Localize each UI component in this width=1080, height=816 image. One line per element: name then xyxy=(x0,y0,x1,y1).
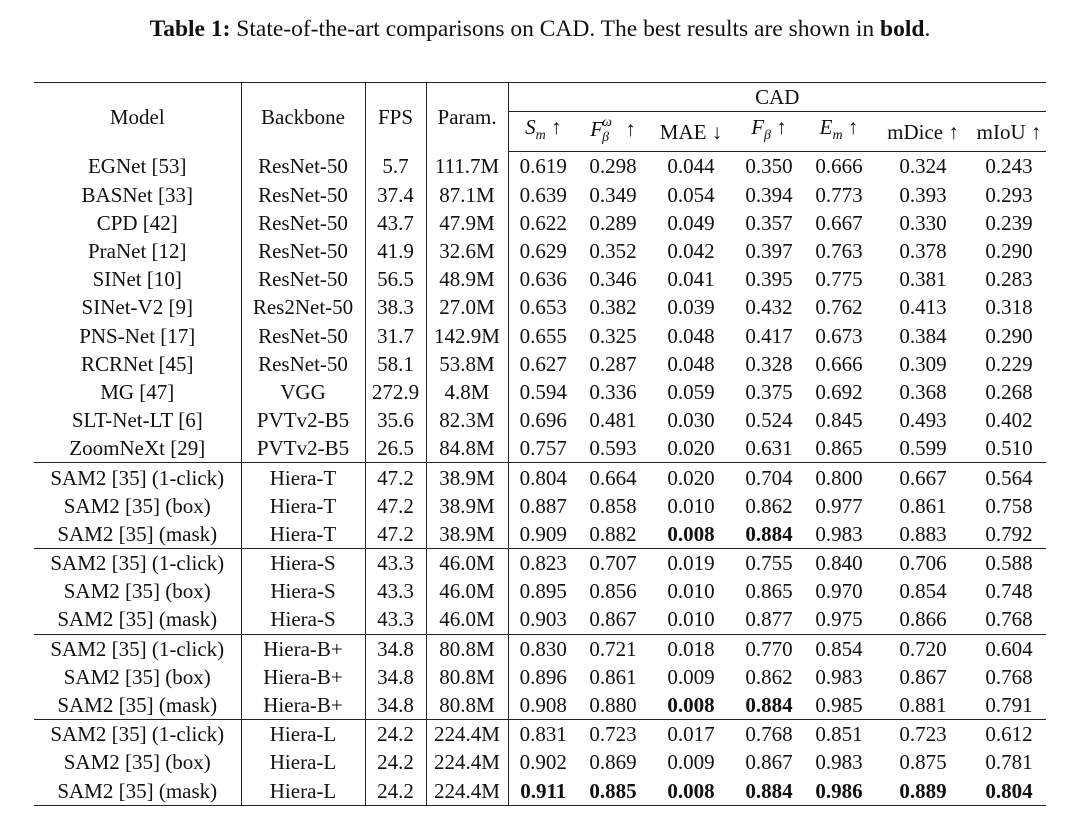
cell-fps: 24.2 xyxy=(365,777,426,806)
cell-metric: 0.290 xyxy=(985,239,1033,264)
table-caption xyxy=(0,16,1080,43)
cell-backbone: Hiera-L xyxy=(241,748,365,776)
cell-metric: 0.983 xyxy=(815,664,863,689)
cell-params: 111.7M xyxy=(426,152,508,181)
cell-backbone: VGG xyxy=(241,378,365,406)
cell-metric: 0.869 xyxy=(589,750,637,775)
table-row xyxy=(34,691,1046,720)
cell-metric: 0.008 xyxy=(667,693,715,718)
cell-backbone: Hiera-S xyxy=(241,549,365,578)
cell-metric: 0.044 xyxy=(667,154,715,179)
cell-params: 27.0M xyxy=(426,293,508,321)
cell-metric: 0.723 xyxy=(874,720,972,749)
cell-fps: 24.2 xyxy=(365,748,426,776)
cell-metric: 0.851 xyxy=(804,720,874,749)
cell-fps: 43.3 xyxy=(365,549,426,578)
table-row xyxy=(34,181,1046,209)
cell-metric: 0.867 xyxy=(745,750,793,775)
cell-fps: 47.2 xyxy=(365,492,426,520)
cell-metric: 0.983 xyxy=(815,750,863,775)
cell-metric: 0.009 xyxy=(667,750,715,775)
header-metric-mae: MAE ↓ xyxy=(648,112,734,152)
cell-metric: 0.862 xyxy=(745,493,793,518)
cell-model: SAM2 [35] (1-click) xyxy=(34,634,241,663)
cell-params: 48.9M xyxy=(426,265,508,293)
cell-metric: 0.350 xyxy=(745,154,793,179)
cell-metric: 0.324 xyxy=(899,154,947,179)
table-row xyxy=(34,605,1046,634)
cell-metric: 0.636 xyxy=(519,267,567,292)
cell-metric: 0.008 xyxy=(648,777,734,806)
table-row xyxy=(34,209,1046,237)
cell-metric: 0.977 xyxy=(815,493,863,518)
cell-params: 80.8M xyxy=(426,634,508,663)
cell-metric: 0.048 xyxy=(667,351,715,376)
cell-fps: 34.8 xyxy=(365,663,426,691)
cell-metric: 0.800 xyxy=(804,463,874,492)
header-backbone: Backbone xyxy=(241,83,365,152)
cell-backbone: Hiera-S xyxy=(241,605,365,634)
cell-metric: 0.330 xyxy=(899,210,947,235)
cell-fps: 35.6 xyxy=(365,406,426,434)
cell-metric: 0.877 xyxy=(745,607,793,632)
cell-metric: 0.768 xyxy=(734,720,804,749)
cell-metric: 0.393 xyxy=(899,182,947,207)
cell-params: 38.9M xyxy=(426,463,508,492)
cell-metric: 0.696 xyxy=(519,408,567,433)
cell-params: 38.9M xyxy=(426,492,508,520)
cell-model: BASNet [33] xyxy=(34,181,241,209)
cell-metric: 0.349 xyxy=(589,182,637,207)
cell-metric: 0.865 xyxy=(815,436,863,461)
cell-metric: 0.880 xyxy=(589,693,637,718)
caption-bold-word: bold xyxy=(880,16,925,42)
cell-params: 47.9M xyxy=(426,209,508,237)
cell-metric: 0.395 xyxy=(745,267,793,292)
cell-metric: 0.368 xyxy=(899,379,947,404)
cell-backbone: ResNet-50 xyxy=(241,322,365,350)
cell-model: SINet [10] xyxy=(34,265,241,293)
cell-metric: 0.755 xyxy=(734,549,804,578)
header-metric-fb: $F_\beta$ ↑ xyxy=(734,112,804,152)
cell-metric: 0.845 xyxy=(815,408,863,433)
cell-metric: 0.885 xyxy=(578,777,648,806)
cell-fps: 41.9 xyxy=(365,237,426,265)
cell-metric: 0.293 xyxy=(985,182,1033,207)
cell-backbone: Hiera-L xyxy=(241,720,365,749)
table-row xyxy=(34,663,1046,691)
cell-params: 224.4M xyxy=(426,777,508,806)
table-row xyxy=(34,293,1046,321)
table-row xyxy=(34,152,1046,181)
cell-metric: 0.629 xyxy=(519,239,567,264)
cell-metric: 0.673 xyxy=(815,323,863,348)
cell-metric: 0.723 xyxy=(578,720,648,749)
cell-metric: 0.318 xyxy=(985,295,1033,320)
cell-model: SAM2 [35] (1-click) xyxy=(34,549,241,578)
table-row xyxy=(34,265,1046,293)
cell-metric: 0.720 xyxy=(874,634,972,663)
cell-metric: 0.781 xyxy=(985,750,1033,775)
cell-metric: 0.911 xyxy=(508,777,578,806)
cell-metric: 0.631 xyxy=(745,436,793,461)
cell-metric: 0.762 xyxy=(815,295,863,320)
cell-metric: 0.009 xyxy=(667,664,715,689)
cell-model: SAM2 [35] (box) xyxy=(34,492,241,520)
cell-metric: 0.229 xyxy=(985,351,1033,376)
cell-model: RCRNet [45] xyxy=(34,350,241,378)
cell-backbone: PVTv2-B5 xyxy=(241,406,365,434)
cell-metric: 0.861 xyxy=(589,664,637,689)
table-row xyxy=(34,748,1046,776)
cell-metric: 0.704 xyxy=(734,463,804,492)
cell-metric: 0.884 xyxy=(734,777,804,806)
cell-metric: 0.748 xyxy=(985,579,1033,604)
cell-model: SAM2 [35] (mask) xyxy=(34,691,241,720)
table-row xyxy=(34,378,1046,406)
cell-fps: 34.8 xyxy=(365,691,426,720)
cell-metric: 0.593 xyxy=(589,436,637,461)
table-row xyxy=(34,463,1046,492)
cell-backbone: ResNet-50 xyxy=(241,237,365,265)
cell-metric: 0.896 xyxy=(519,664,567,689)
cell-metric: 0.867 xyxy=(589,607,637,632)
cell-metric: 0.985 xyxy=(815,693,863,718)
cell-params: 84.8M xyxy=(426,434,508,463)
cell-metric: 0.378 xyxy=(899,239,947,264)
cell-params: 32.6M xyxy=(426,237,508,265)
results-table xyxy=(34,82,1046,806)
table-row xyxy=(34,492,1046,520)
cell-metric: 0.666 xyxy=(815,154,863,179)
cell-metric: 0.867 xyxy=(899,664,947,689)
cell-metric: 0.854 xyxy=(899,579,947,604)
cell-params: 80.8M xyxy=(426,691,508,720)
cell-params: 142.9M xyxy=(426,322,508,350)
cell-backbone: Hiera-S xyxy=(241,577,365,605)
cell-model: SAM2 [35] (box) xyxy=(34,577,241,605)
cell-metric: 0.884 xyxy=(745,693,793,718)
cell-metric: 0.298 xyxy=(589,154,637,179)
cell-metric: 0.664 xyxy=(578,463,648,492)
cell-metric: 0.382 xyxy=(589,295,637,320)
cell-metric: 0.666 xyxy=(815,351,863,376)
header-metric-sm: $S_m$ ↑ xyxy=(508,112,578,152)
cell-metric: 0.357 xyxy=(745,210,793,235)
cell-params: 82.3M xyxy=(426,406,508,434)
cell-model: SINet-V2 [9] xyxy=(34,293,241,321)
cell-metric: 0.289 xyxy=(589,210,637,235)
cell-metric: 0.622 xyxy=(519,210,567,235)
cell-metric: 0.986 xyxy=(804,777,874,806)
cell-model: SAM2 [35] (box) xyxy=(34,748,241,776)
cell-metric: 0.283 xyxy=(985,267,1033,292)
cell-metric: 0.883 xyxy=(899,521,947,546)
cell-metric: 0.866 xyxy=(899,607,947,632)
cell-metric: 0.653 xyxy=(519,295,567,320)
cell-backbone: Hiera-B+ xyxy=(241,634,365,663)
cell-metric: 0.768 xyxy=(985,607,1033,632)
cell-fps: 34.8 xyxy=(365,634,426,663)
cell-metric: 0.413 xyxy=(899,295,947,320)
cell-model: CPD [42] xyxy=(34,209,241,237)
cell-params: 38.9M xyxy=(426,520,508,549)
header-params: Param. xyxy=(426,83,508,152)
cell-backbone: Hiera-L xyxy=(241,777,365,806)
cell-model: SAM2 [35] (1-click) xyxy=(34,463,241,492)
cell-metric: 0.770 xyxy=(734,634,804,663)
cell-metric: 0.417 xyxy=(745,323,793,348)
cell-model: PNS-Net [17] xyxy=(34,322,241,350)
cell-metric: 0.758 xyxy=(985,493,1033,518)
cell-metric: 0.804 xyxy=(508,463,578,492)
cell-metric: 0.909 xyxy=(519,521,567,546)
table-row xyxy=(34,350,1046,378)
table-row xyxy=(34,322,1046,350)
cell-metric: 0.328 xyxy=(745,351,793,376)
cell-metric: 0.017 xyxy=(648,720,734,749)
cell-metric: 0.707 xyxy=(578,549,648,578)
cell-metric: 0.239 xyxy=(985,210,1033,235)
cell-fps: 56.5 xyxy=(365,265,426,293)
cell-fps: 272.9 xyxy=(365,378,426,406)
cell-metric: 0.667 xyxy=(874,463,972,492)
cell-params: 80.8M xyxy=(426,663,508,691)
cell-fps: 24.2 xyxy=(365,720,426,749)
cell-metric: 0.394 xyxy=(745,182,793,207)
cell-params: 46.0M xyxy=(426,549,508,578)
cell-metric: 0.594 xyxy=(519,379,567,404)
cell-metric: 0.049 xyxy=(667,210,715,235)
cell-metric: 0.721 xyxy=(578,634,648,663)
cell-metric: 0.775 xyxy=(815,267,863,292)
cell-metric: 0.983 xyxy=(815,521,863,546)
cell-metric: 0.268 xyxy=(985,379,1033,404)
cell-metric: 0.831 xyxy=(508,720,578,749)
cell-metric: 0.352 xyxy=(589,239,637,264)
cell-fps: 37.4 xyxy=(365,181,426,209)
table-row xyxy=(34,720,1046,749)
cell-fps: 5.7 xyxy=(365,152,426,181)
cell-metric: 0.054 xyxy=(667,182,715,207)
cell-metric: 0.804 xyxy=(972,777,1046,806)
cell-metric: 0.010 xyxy=(667,579,715,604)
cell-metric: 0.692 xyxy=(815,379,863,404)
header-metric-miou: mIoU ↑ xyxy=(972,112,1046,152)
cell-metric: 0.655 xyxy=(519,323,567,348)
cell-metric: 0.908 xyxy=(519,693,567,718)
cell-metric: 0.346 xyxy=(589,267,637,292)
cell-metric: 0.823 xyxy=(508,549,578,578)
cell-backbone: ResNet-50 xyxy=(241,265,365,293)
header-metric-em: $E_m$ ↑ xyxy=(804,112,874,152)
cell-backbone: ResNet-50 xyxy=(241,152,365,181)
cell-params: 4.8M xyxy=(426,378,508,406)
cell-metric: 0.862 xyxy=(745,664,793,689)
header-metric-fbw: $F_\beta^\omega$ ↑ xyxy=(578,112,648,152)
cell-fps: 38.3 xyxy=(365,293,426,321)
cell-metric: 0.884 xyxy=(745,521,793,546)
cell-metric: 0.791 xyxy=(985,693,1033,718)
cell-params: 53.8M xyxy=(426,350,508,378)
cell-params: 224.4M xyxy=(426,748,508,776)
cell-fps: 47.2 xyxy=(365,520,426,549)
cell-backbone: Hiera-T xyxy=(241,463,365,492)
cell-backbone: Res2Net-50 xyxy=(241,293,365,321)
cell-metric: 0.510 xyxy=(985,436,1033,461)
cell-metric: 0.564 xyxy=(972,463,1046,492)
cell-metric: 0.875 xyxy=(899,750,947,775)
cell-fps: 58.1 xyxy=(365,350,426,378)
cell-metric: 0.048 xyxy=(667,323,715,348)
cell-metric: 0.019 xyxy=(648,549,734,578)
cell-model: SAM2 [35] (box) xyxy=(34,663,241,691)
cell-metric: 0.030 xyxy=(667,408,715,433)
cell-metric: 0.325 xyxy=(589,323,637,348)
cell-metric: 0.882 xyxy=(589,521,637,546)
cell-backbone: ResNet-50 xyxy=(241,350,365,378)
cell-metric: 0.970 xyxy=(815,579,863,604)
cell-model: ZoomNeXt [29] xyxy=(34,434,241,463)
cell-metric: 0.604 xyxy=(972,634,1046,663)
cell-metric: 0.432 xyxy=(745,295,793,320)
cell-metric: 0.290 xyxy=(985,323,1033,348)
cell-metric: 0.895 xyxy=(519,579,567,604)
cell-metric: 0.397 xyxy=(745,239,793,264)
cell-metric: 0.008 xyxy=(667,521,715,546)
cell-metric: 0.619 xyxy=(519,154,567,179)
cell-metric: 0.627 xyxy=(519,351,567,376)
cell-model: SAM2 [35] (mask) xyxy=(34,777,241,806)
cell-metric: 0.384 xyxy=(899,323,947,348)
cell-metric: 0.757 xyxy=(519,436,567,461)
table-row xyxy=(34,634,1046,663)
cell-metric: 0.667 xyxy=(815,210,863,235)
cell-backbone: Hiera-B+ xyxy=(241,691,365,720)
cell-metric: 0.336 xyxy=(589,379,637,404)
cell-metric: 0.243 xyxy=(985,154,1033,179)
cell-backbone: Hiera-B+ xyxy=(241,663,365,691)
cell-backbone: Hiera-T xyxy=(241,520,365,549)
cell-metric: 0.975 xyxy=(815,607,863,632)
header-dataset: CAD xyxy=(508,83,1046,112)
cell-model: SAM2 [35] (1-click) xyxy=(34,720,241,749)
table-row xyxy=(34,549,1046,578)
cell-metric: 0.402 xyxy=(985,408,1033,433)
cell-metric: 0.902 xyxy=(519,750,567,775)
cell-metric: 0.309 xyxy=(899,351,947,376)
cell-metric: 0.856 xyxy=(589,579,637,604)
table-row xyxy=(34,577,1046,605)
cell-metric: 0.865 xyxy=(745,579,793,604)
cell-metric: 0.588 xyxy=(972,549,1046,578)
cell-metric: 0.887 xyxy=(519,493,567,518)
caption-label: Table 1: xyxy=(149,16,231,42)
cell-fps: 31.7 xyxy=(365,322,426,350)
cell-metric: 0.858 xyxy=(589,493,637,518)
cell-metric: 0.041 xyxy=(667,267,715,292)
caption-text: State-of-the-art comparisons on CAD. The best results are shown in xyxy=(236,16,875,42)
cell-metric: 0.889 xyxy=(874,777,972,806)
cell-metric: 0.493 xyxy=(899,408,947,433)
cell-metric: 0.768 xyxy=(985,664,1033,689)
cell-fps: 43.3 xyxy=(365,605,426,634)
cell-params: 46.0M xyxy=(426,605,508,634)
cell-metric: 0.903 xyxy=(519,607,567,632)
table-body xyxy=(34,152,1046,805)
header-metric-mdice: mDice ↑ xyxy=(874,112,972,152)
table-row xyxy=(34,237,1046,265)
cell-metric: 0.599 xyxy=(899,436,947,461)
cell-fps: 43.3 xyxy=(365,577,426,605)
cell-metric: 0.020 xyxy=(667,436,715,461)
caption-end: . xyxy=(924,16,931,42)
cell-metric: 0.020 xyxy=(648,463,734,492)
cell-fps: 26.5 xyxy=(365,434,426,463)
table-row xyxy=(34,434,1046,463)
cell-metric: 0.059 xyxy=(667,379,715,404)
table-row xyxy=(34,777,1046,806)
cell-backbone: ResNet-50 xyxy=(241,209,365,237)
cell-params: 87.1M xyxy=(426,181,508,209)
cell-fps: 47.2 xyxy=(365,463,426,492)
cell-metric: 0.010 xyxy=(667,493,715,518)
cell-model: EGNet [53] xyxy=(34,152,241,181)
cell-model: SLT-Net-LT [6] xyxy=(34,406,241,434)
cell-metric: 0.763 xyxy=(815,239,863,264)
cell-model: PraNet [12] xyxy=(34,237,241,265)
cell-metric: 0.830 xyxy=(508,634,578,663)
cell-metric: 0.018 xyxy=(648,634,734,663)
cell-params: 224.4M xyxy=(426,720,508,749)
cell-model: MG [47] xyxy=(34,378,241,406)
cell-metric: 0.375 xyxy=(745,379,793,404)
cell-backbone: ResNet-50 xyxy=(241,181,365,209)
cell-backbone: Hiera-T xyxy=(241,492,365,520)
cell-metric: 0.612 xyxy=(972,720,1046,749)
cell-fps: 43.7 xyxy=(365,209,426,237)
cell-metric: 0.881 xyxy=(899,693,947,718)
cell-metric: 0.481 xyxy=(589,408,637,433)
cell-metric: 0.840 xyxy=(804,549,874,578)
cell-backbone: PVTv2-B5 xyxy=(241,434,365,463)
cell-metric: 0.854 xyxy=(804,634,874,663)
cell-metric: 0.042 xyxy=(667,239,715,264)
cell-params: 46.0M xyxy=(426,577,508,605)
cell-model: SAM2 [35] (mask) xyxy=(34,520,241,549)
cell-metric: 0.010 xyxy=(667,607,715,632)
cell-metric: 0.773 xyxy=(815,182,863,207)
header-model: Model xyxy=(34,83,241,152)
cell-metric: 0.706 xyxy=(874,549,972,578)
cell-metric: 0.861 xyxy=(899,493,947,518)
cell-metric: 0.639 xyxy=(519,182,567,207)
cell-metric: 0.381 xyxy=(899,267,947,292)
cell-metric: 0.039 xyxy=(667,295,715,320)
header-fps: FPS xyxy=(365,83,426,152)
table-row xyxy=(34,406,1046,434)
table-row xyxy=(34,520,1046,549)
cell-model: SAM2 [35] (mask) xyxy=(34,605,241,634)
cell-metric: 0.792 xyxy=(985,521,1033,546)
cell-metric: 0.524 xyxy=(745,408,793,433)
cell-metric: 0.287 xyxy=(589,351,637,376)
